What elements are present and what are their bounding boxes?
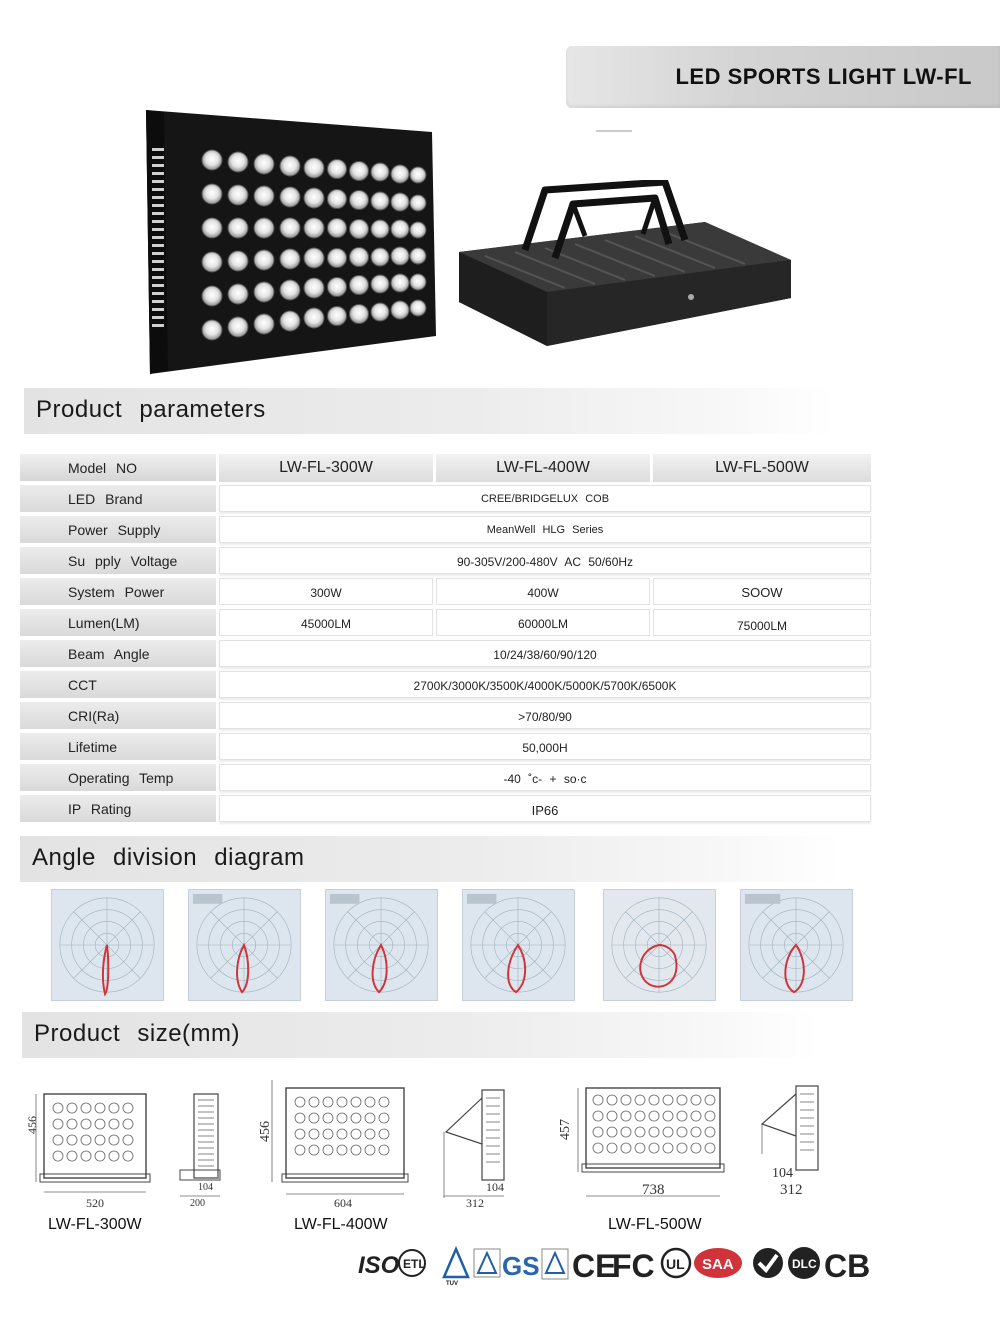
table-row [20, 669, 872, 700]
row-label: Lumen(LM) [20, 609, 216, 636]
product-angle-image [455, 180, 795, 350]
tuv-logo [444, 1249, 468, 1285]
dimension-depth: 104 [772, 1166, 793, 1181]
dimension-width: 738 [642, 1182, 665, 1198]
table-row [20, 514, 872, 545]
section-title: Product parameters [36, 396, 266, 423]
row-label: Su pply Voltage [20, 547, 216, 574]
gs-logo-text: GS [502, 1251, 540, 1281]
section-title: Product size(mm) [34, 1020, 241, 1047]
table-row [20, 700, 872, 731]
dimension-drawing-front [24, 1088, 154, 1212]
table-row [20, 638, 872, 669]
row-label: LED Brand [20, 485, 216, 512]
dimension-drawing-front [262, 1078, 412, 1210]
table-row [20, 545, 872, 576]
c-tick-logo [751, 1248, 783, 1285]
model-column-header: LW-FL-400W [436, 454, 650, 482]
row-label: Beam Angle [20, 640, 216, 667]
product-front-image [140, 108, 438, 376]
dimension-height: 456 [25, 1116, 39, 1134]
section-header-size [22, 1012, 818, 1058]
iso-logo-text: ISO [358, 1252, 400, 1279]
row-value: 45000LM [219, 609, 433, 636]
dimension-height: 457 [558, 1119, 573, 1140]
light-distribution-diagram [51, 889, 164, 1001]
section-header-parameters [24, 388, 834, 434]
parameters-table [20, 452, 872, 824]
certification-logos [356, 1245, 876, 1285]
row-label: Lifetime [20, 733, 216, 760]
dimension-width: 604 [334, 1196, 352, 1210]
ul-logo [662, 1249, 690, 1277]
dimension-height: 456 [258, 1121, 273, 1142]
ul-logo-text: UL [666, 1256, 685, 1272]
light-distribution-diagram [603, 889, 716, 1001]
fc-logo-text: FC [612, 1248, 655, 1284]
row-value: 300W [219, 578, 433, 605]
table-row [20, 607, 872, 638]
table-row [20, 483, 872, 514]
model-label: LW-FL-300W [48, 1216, 142, 1233]
row-value: IP66 [219, 795, 871, 822]
row-value: 50,000H [219, 733, 871, 760]
row-label: Operating Temp [20, 764, 216, 791]
row-value: SOOW [653, 578, 871, 605]
table-row [20, 731, 872, 762]
title-banner [566, 46, 1000, 108]
row-label: Power Supply [20, 516, 216, 543]
row-label: IP Rating [20, 795, 216, 822]
dimension-base: 312 [466, 1196, 484, 1210]
section-title: Angle division diagram [32, 844, 305, 871]
row-value: 90-305V/200-480V AC 50/60Hz [219, 547, 871, 574]
row-label: CCT [20, 671, 216, 698]
row-value: 60000LM [436, 609, 650, 636]
model-label: LW-FL-500W [608, 1216, 702, 1233]
dimension-depth: 104 [198, 1182, 213, 1193]
page-title: LED SPORTS LIGHT LW-FL [675, 64, 972, 89]
row-value: >70/80/90 [219, 702, 871, 729]
light-distribution-diagram [188, 889, 301, 1001]
row-value: 10/24/38/60/90/120 [219, 640, 871, 667]
dimension-depth: 104 [486, 1180, 504, 1194]
divider [596, 130, 632, 132]
saa-logo-text: SAA [702, 1256, 734, 1273]
fcc-logo [612, 1248, 655, 1284]
dimension-drawing-front [556, 1080, 726, 1204]
cb-logo-text: CB [824, 1248, 871, 1284]
etl-logo [399, 1250, 426, 1276]
row-value: 75000LM [653, 609, 871, 636]
row-value: CREE/BRIDGELUX COB [219, 485, 871, 512]
cb-logo [824, 1248, 870, 1284]
row-label: CRI(Ra) [20, 702, 216, 729]
ce-logo-text: CE [572, 1248, 617, 1284]
saa-logo [694, 1248, 742, 1278]
ce-logo [542, 1248, 616, 1284]
table-header-row [20, 452, 872, 483]
light-distribution-diagram [462, 889, 575, 1001]
light-distribution-diagram [740, 889, 853, 1001]
table-row [20, 576, 872, 607]
model-label: LW-FL-400W [294, 1216, 388, 1233]
row-value: -40 ˚c- + so·c [219, 764, 871, 791]
row-value: 400W [436, 578, 650, 605]
iso-logo [358, 1252, 400, 1279]
row-value: MeanWell HLG Series [219, 516, 871, 543]
dlc-logo [788, 1247, 820, 1279]
dlc-logo-text: DLC [792, 1257, 817, 1271]
dimension-base: 312 [780, 1182, 803, 1198]
table-header-label: Model NO [20, 454, 216, 481]
section-header-angle [20, 836, 840, 882]
dimension-base: 200 [190, 1198, 205, 1209]
table-row [20, 793, 872, 824]
dimension-width: 520 [86, 1196, 104, 1210]
model-column-header: LW-FL-300W [219, 454, 433, 482]
table-row [20, 762, 872, 793]
model-column-header: LW-FL-500W [653, 454, 871, 482]
light-distribution-diagram [325, 889, 438, 1001]
row-value: 2700K/3000K/3500K/4000K/5000K/5700K/6500K [219, 671, 871, 698]
row-label: System Power [20, 578, 216, 605]
gs-logo [474, 1249, 540, 1281]
etl-logo-text: ETL [403, 1257, 426, 1271]
tuv-logo-text: TUV [446, 1281, 458, 1285]
